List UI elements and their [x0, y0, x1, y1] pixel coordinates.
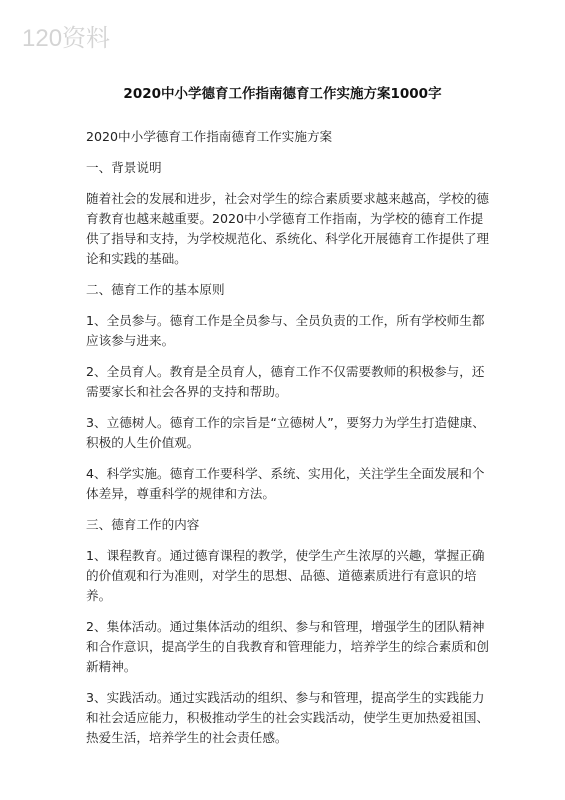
background-paragraph: 随着社会的发展和进步，社会对学生的综合素质要求越来越高，学校的德育教育也越来越重要。2020中小学德育工作指南，为学校的德育工作提供了指导和支持，为学校规范化、系统化、科学化开展德育工作提供了理论和实践的基础。: [86, 191, 489, 266]
section-heading-content: 三、德育工作的内容: [86, 517, 200, 532]
watermark-logo: 120资料: [22, 25, 111, 52]
principle-item: 1、全员参与。德育工作是全员参与、全员负责的工作，所有学校师生都应该参与进来。: [86, 313, 485, 348]
content-item: 3、实践活动。通过实践活动的组织、参与和管理，提高学生的实践能力和社会适应能力，积极推动学生的社会实践活动，使学生更加热爱祖国、热爱生活，培养学生的社会责任感。: [86, 690, 489, 745]
content-item: 2、集体活动。通过集体活动的组织、参与和管理，增强学生的团队精神和合作意识，提高学生的自我教育和管理能力，培养学生的综合素质和创新精神。: [86, 619, 489, 674]
principle-item: 2、全员育人。教育是全员育人，德育工作不仅需要教师的积极参与，还需要家长和社会各界的支持和帮助。: [86, 364, 485, 399]
principle-item: 4、科学实施。德育工作要科学、系统、实用化，关注学生全面发展和个体差异，尊重科学的规律和方法。: [86, 466, 485, 501]
content-item: 1、课程教育。通过德育课程的教学，使学生产生浓厚的兴趣，掌握正确的价值观和行为准则，对学生的思想、品德、道德素质进行有意识的培养。: [86, 548, 485, 603]
principle-item: 3、立德树人。德育工作的宗旨是“立德树人”，要努力为学生打造健康、积极的人生价值观。: [86, 415, 485, 450]
section-heading-background: 一、背景说明: [86, 160, 162, 175]
section-heading-principles: 二、德育工作的基本原则: [86, 282, 225, 297]
document-title: 2020中小学德育工作指南德育工作实施方案1000字: [123, 86, 442, 102]
document-body: [86, 127, 494, 759]
subtitle-paragraph: 2020中小学德育工作指南德育工作实施方案: [86, 129, 333, 144]
